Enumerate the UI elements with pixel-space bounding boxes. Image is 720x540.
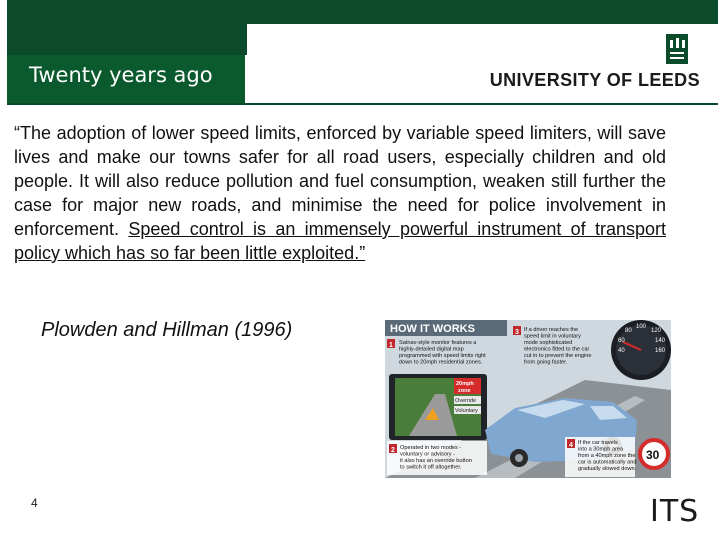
university-name: UNIVERSITY OF LEEDS (489, 70, 700, 90)
step4_text-line: gradually slowed down. (578, 466, 637, 472)
step3_text-line: cut in to prevent the engine (524, 353, 592, 359)
infographic-heading: HOW IT WORKS (390, 323, 475, 335)
screen-voluntary: Voluntary (455, 408, 478, 414)
step4_text-line: If the car travels (578, 440, 618, 446)
step4_text-line: car is automatically and (578, 459, 637, 466)
step1_text-line: programmed with speed limits right (399, 353, 486, 359)
header-bar (7, 0, 718, 105)
its-logo (644, 490, 702, 528)
satnav-screen-icon (389, 374, 487, 440)
step3-number: 3 (515, 329, 519, 336)
sign-speed: 30 (646, 448, 660, 462)
page-number: 4 (31, 496, 38, 510)
speedo-label: 160 (655, 348, 666, 354)
step4_text-line: into a 30mph area (578, 446, 624, 453)
step1_text-line: down to 20mph residential zones. (399, 359, 483, 366)
step1_text-line: Satnav-style monitor features a (399, 340, 477, 346)
speedo-label: 140 (655, 338, 666, 344)
speed-limit-sign-icon (640, 440, 668, 468)
step2_text-line: to switch it off altogether. (400, 464, 462, 471)
screen-zone-line: zone (458, 388, 471, 394)
university-logo (247, 24, 718, 103)
step3_text-line: If a driver reaches the (524, 327, 579, 333)
citation: Plowden and Hillman (1996) (41, 319, 293, 341)
step2_text-line: it also has an override button (400, 458, 472, 464)
step3_text-line: from going faster. (524, 359, 568, 366)
speedometer-icon (611, 320, 671, 380)
step3_text-line: mode sophisticated (524, 340, 573, 346)
step4-number: 4 (569, 442, 573, 449)
how-it-works-infographic (385, 320, 671, 478)
step1_text-line: highly-detailed digital map (399, 346, 464, 353)
speedo-label: 60 (618, 338, 625, 344)
speedo-label: 80 (625, 328, 632, 334)
quote-text (14, 121, 666, 265)
step3_text-line: electronics fitted to the car (524, 346, 590, 353)
step2_text-line: voluntary or advisory - (400, 451, 456, 458)
speedo-label: 100 (636, 324, 647, 330)
speedo-label: 120 (651, 328, 662, 334)
step1-number: 1 (389, 342, 393, 349)
step4_text-line: from a 40mph zone the (578, 453, 636, 459)
speedo-label: 40 (618, 348, 625, 354)
university-crest-icon (666, 34, 688, 64)
its-logo-text: ITS (650, 494, 700, 528)
step2-number: 2 (391, 447, 395, 454)
step1-text (399, 340, 486, 366)
quote-underlined: Speed control is an immensely powerful instrument of transport policy which has so far been little exploited.” (14, 219, 666, 263)
step2-text (400, 445, 472, 471)
title-box (7, 55, 247, 103)
quote-plain: “The adoption of lower speed limits, enforced by variable speed limiters, will save lives and make our towns safer for all road users, especially children and old people. It will also reduce pollution and fuel consumption, weaken still further the case for major new roads, and minimise the need for police involvement in enforcement. (14, 123, 666, 239)
screen-override: Override (455, 398, 477, 404)
screen-zone-line: 20mph (456, 381, 474, 387)
step2_text-line: Operated in two modes - (400, 445, 462, 451)
step3_text-line: speed limit in voluntary (524, 333, 581, 340)
slide-title: Twenty years ago (29, 63, 213, 87)
